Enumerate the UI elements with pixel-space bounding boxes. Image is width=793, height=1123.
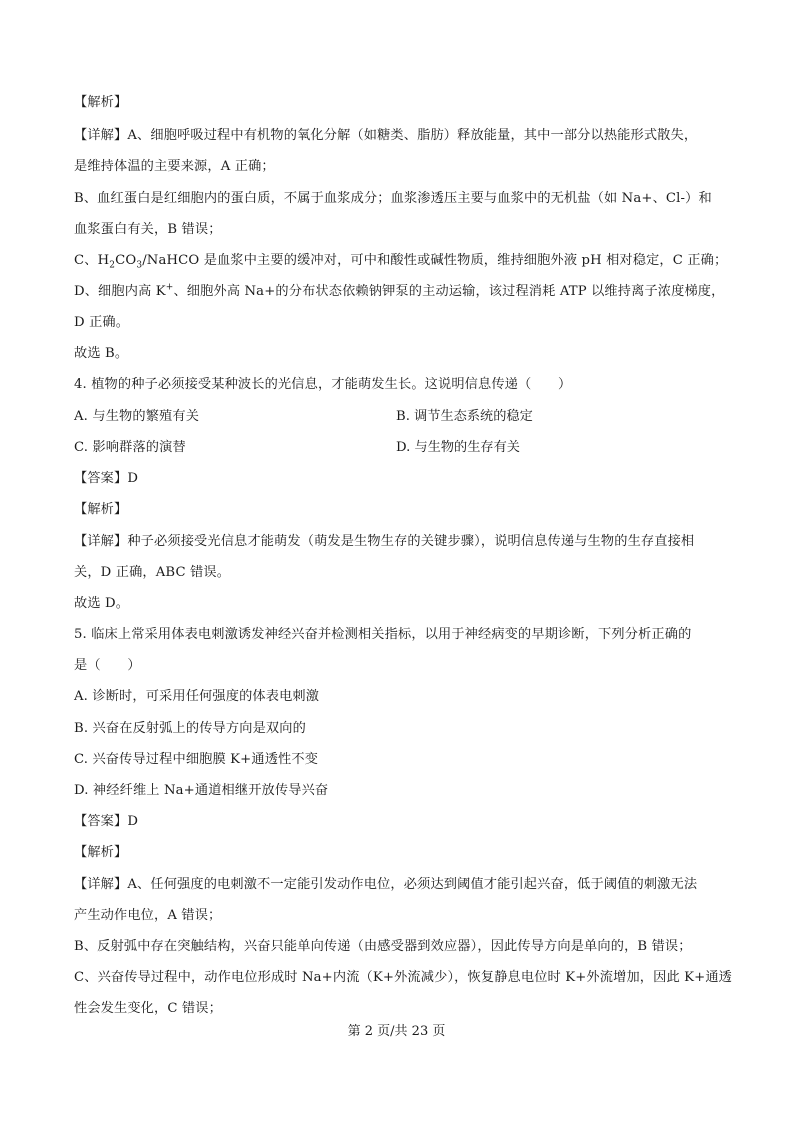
q3-d-rest: 、细胞外高 Na+的分布状态依赖钠钾泵的主动运输，该过程消耗 ATP 以维持离子浓度梯度，: [173, 284, 725, 299]
q4-detail-line2: 关，D 正确，ABC 错误。: [74, 565, 231, 580]
q5-answer: 【答案】D: [74, 814, 139, 829]
q3-analysis-label: 【解析】: [74, 95, 128, 110]
q3-detail-c: [74, 251, 728, 271]
q4-option-b: B. 调节生态系统的稳定: [396, 409, 533, 424]
q5-option-a: A. 诊断时，可采用任何强度的体表电刺激: [74, 689, 320, 704]
q5-detail-a-line2: 产生动作电位，A 错误；: [74, 908, 222, 923]
q4-analysis-label: 【解析】: [74, 502, 128, 517]
q4-option-c: C. 影响群落的演替: [74, 440, 186, 455]
q3-c-rest: /NaHCO 是血浆中主要的缓冲对，可中和酸性或碱性物质，维持细胞外液 pH 相对稳定，C 正确；: [142, 253, 728, 268]
q5-detail-c-line1: C、兴奋传导过程中，动作电位形成时 Na+内流（K+外流减少），恢复静息电位时 K+外流增加，因此 K+通透: [74, 970, 733, 985]
q3-detail-a-line1: 【详解】A、细胞呼吸过程中有机物的氧化分解（如糖类、脂肪）释放能量，其中一部分以热能形式散失，: [74, 128, 698, 143]
q4-detail-line1: 【详解】种子必须接受光信息才能萌发（萌发是生物生存的关键步骤），说明信息传递与生物的生存直接相: [74, 534, 695, 549]
q3-detail-a-line2: 是维持体温的主要来源，A 正确；: [74, 159, 275, 174]
q4-option-a: A. 与生物的繁殖有关: [74, 409, 200, 424]
q5-option-b: B. 兴奋在反射弧上的传导方向是双向的: [74, 721, 306, 736]
q4-stem: 4. 植物的种子必须接受某种波长的光信息，才能萌发生长。这说明信息传递（ ）: [74, 377, 572, 392]
q5-analysis-label: 【解析】: [74, 845, 128, 860]
page-number-footer: 第 2 页/共 23 页: [347, 1024, 446, 1039]
q4-answer: 【答案】D: [74, 471, 139, 486]
q5-stem-line1: 5. 临床上常采用体表电刺激诱发神经兴奋并检测相关指标，以用于神经病变的早期诊断，下列分析正确的: [74, 627, 692, 642]
q4-conclusion: 故选 D。: [74, 596, 130, 611]
q3-detail-d-line2: D 正确。: [74, 315, 130, 330]
q3-c-prefix: C、H: [74, 253, 110, 268]
q3-detail-d-line1: [74, 282, 724, 302]
q5-detail-a-line1: 【详解】A、任何强度的电刺激不一定能引发动作电位，必须达到阈值才能引起兴奋，低于阈值的刺激无法: [74, 877, 698, 892]
q5-option-c: C. 兴奋传导过程中细胞膜 K+通透性不变: [74, 752, 319, 767]
q3-d-prefix: D、细胞内高 K: [74, 284, 166, 299]
q5-detail-c-line2: 性会发生变化，C 错误；: [74, 1001, 222, 1016]
q3-c-sub1: 2: [109, 260, 116, 271]
q3-d-sup: +: [165, 282, 174, 293]
q3-conclusion: 故选 B。: [74, 346, 129, 361]
q3-detail-b-line1: B、血红蛋白是红细胞内的蛋白质，不属于血浆成分；血浆渗透压主要与血浆中的无机盐（如 Na+、Cl-）和: [74, 191, 712, 206]
q4-option-d: D. 与生物的生存有关: [396, 440, 520, 455]
q5-stem-line2: 是（ ）: [74, 658, 141, 673]
q3-c-mid: CO: [115, 253, 137, 268]
q3-detail-b-line2: 血浆蛋白有关，B 错误；: [74, 222, 222, 237]
q3-c-sub2: 3: [136, 260, 143, 271]
q5-detail-b: B、反射弧中存在突触结构，兴奋只能单向传递（由感受器到效应器），因此传导方向是单向的，B 错误；: [74, 939, 692, 954]
q5-option-d: D. 神经纤维上 Na+通道相继开放传导兴奋: [74, 783, 329, 798]
